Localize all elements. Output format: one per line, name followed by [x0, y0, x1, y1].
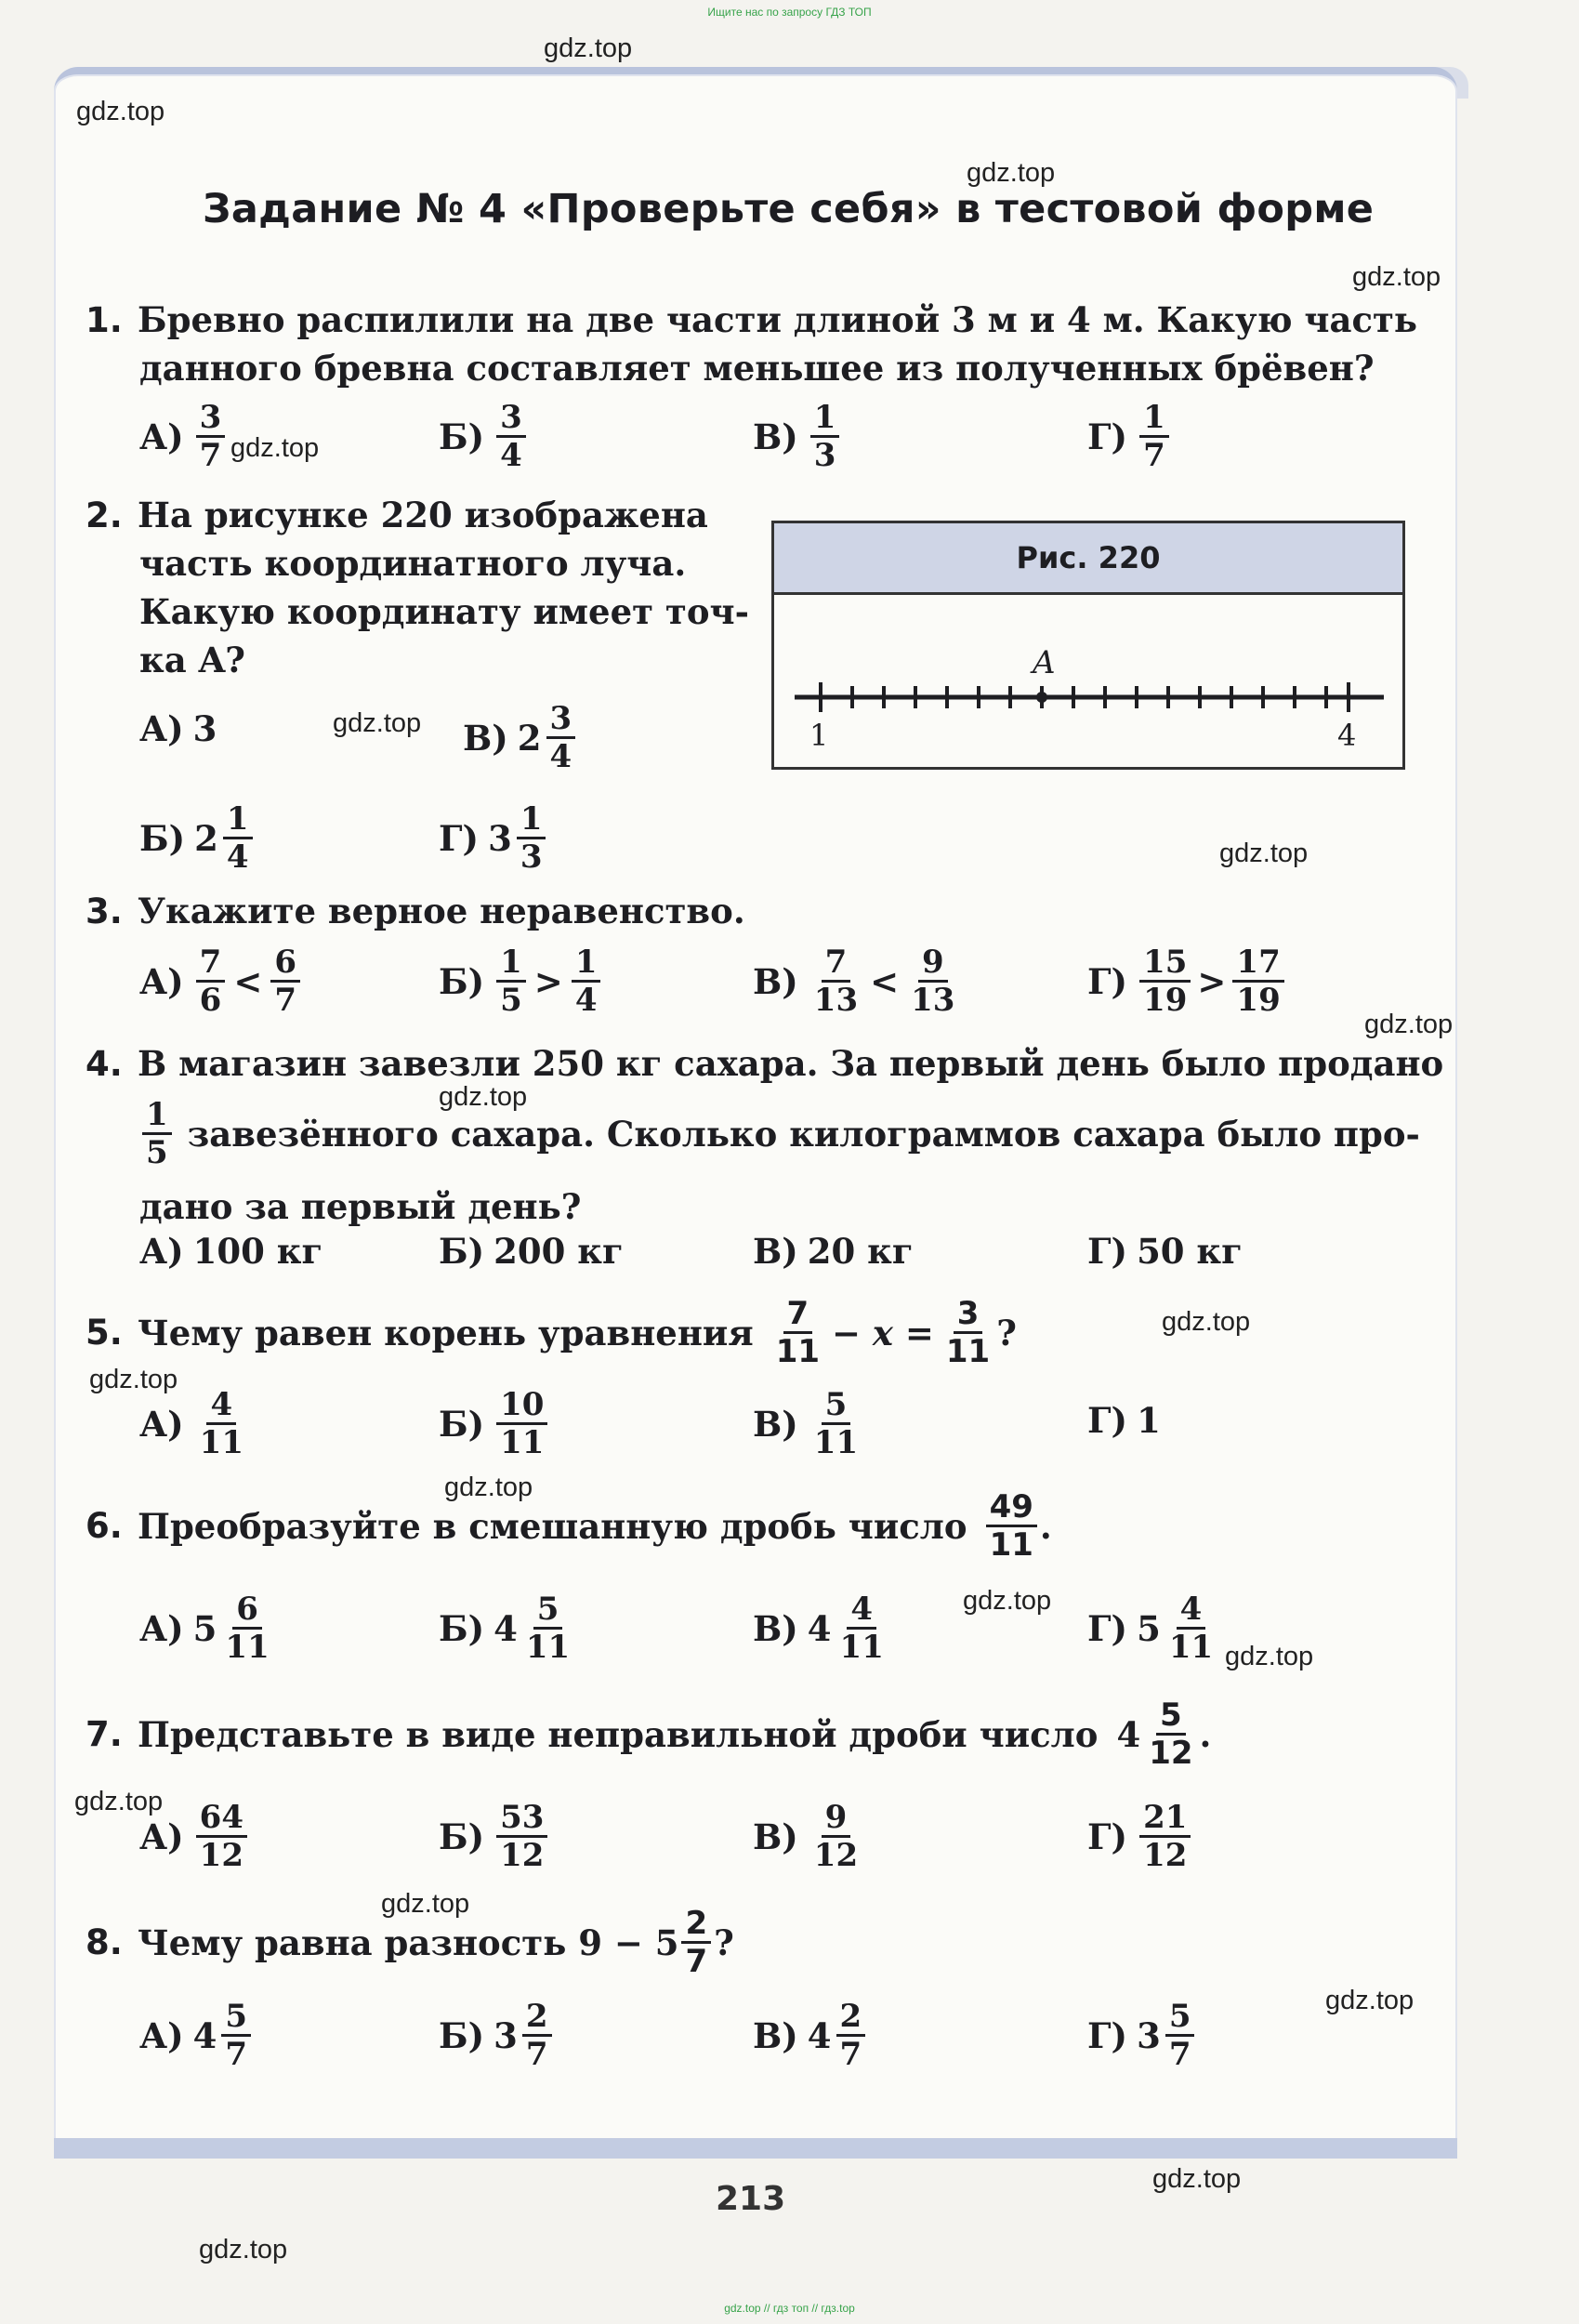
question-text: Представьте в виде неправильной дроби число [138, 1713, 1099, 1755]
fraction: $\frac{4}{11}$ [199, 1386, 243, 1461]
answer-option-b[interactable]: Б) $\frac{1}{5}$ > $\frac{1}{4}$ [439, 944, 603, 1018]
question-text: часть координатного луча. [139, 543, 687, 584]
fraction: $\frac{2}{7}$ [522, 1999, 552, 2072]
ray-start-label: 1 [809, 718, 829, 753]
fraction: $\frac{5}{11}$ [813, 1386, 859, 1461]
fraction: $\frac{1}{7}$ [1139, 400, 1169, 473]
answer-option-b[interactable]: Б) 3 $\frac{2}{7}$ [439, 1999, 555, 2072]
watermark: gdz.top [1162, 1307, 1251, 1337]
page-title: Задание № 4 «Проверьте себя» в тестовой форме [203, 186, 1375, 232]
watermark: gdz.top [333, 708, 422, 738]
question-2 [86, 491, 708, 540]
question-text-line: $\frac{1}{5}$ завезённого сахара. Сколько килограммов сахара было про- [139, 1097, 1420, 1170]
fraction: $\frac{7}{11}$ [775, 1295, 821, 1370]
fraction: $\frac{64}{12}$ [196, 1800, 247, 1873]
answer-option-a[interactable]: А) 4 $\frac{5}{7}$ [139, 1999, 254, 2072]
point-a [1036, 692, 1047, 703]
fraction: $\frac{5}{12}$ [1149, 1697, 1193, 1772]
question-number: 7. [86, 1714, 123, 1754]
question-number: 8. [86, 1922, 123, 1962]
question-1 [86, 296, 1417, 345]
answer-option-b[interactable]: Б) 200 кг [439, 1231, 624, 1272]
answer-option-c[interactable]: В) 4 $\frac{2}{7}$ [753, 1999, 868, 2072]
fraction: $\frac{10}{11}$ [496, 1387, 547, 1460]
question-4 [86, 1039, 1443, 1089]
page-number: 213 [716, 2180, 786, 2218]
answer-option-b[interactable]: Б) $\frac{53}{12}$ [439, 1800, 550, 1873]
answer-option-a[interactable]: А) $\frac{64}{12}$ [139, 1800, 250, 1873]
question-5: 5. Чему равен корень уравнения $\frac{7}{11}$ − x = $\frac{3}{11}$ ? [86, 1295, 1017, 1370]
watermark: gdz.top [444, 1472, 533, 1502]
bottom-bar [54, 2138, 1457, 2159]
fraction: $\frac{2}{7}$ [836, 1999, 866, 2072]
answer-option-d[interactable]: Г) 5 $\frac{4}{11}$ [1087, 1591, 1219, 1665]
fraction: $\frac{3}{7}$ [196, 400, 226, 473]
fraction: $\frac{1}{5}$ [496, 944, 526, 1018]
watermark: gdz.top [89, 1365, 178, 1394]
figure-coordinate-ray [771, 521, 1405, 770]
answer-option-d[interactable]: Г) 3 $\frac{1}{3}$ [439, 801, 548, 875]
answer-option-d[interactable]: Г) 50 кг [1087, 1231, 1243, 1272]
question-text: Какую координату имеет точ- [139, 591, 749, 632]
answer-option-d[interactable]: Г) 1 [1087, 1400, 1161, 1441]
watermark: gdz.top [967, 158, 1056, 188]
ray-end-label: 4 [1337, 718, 1357, 753]
watermark: gdz.top [439, 1082, 528, 1112]
figure-caption: Рис. 220 [774, 523, 1402, 595]
question-number: 3. [86, 891, 123, 931]
question-number: 1. [86, 300, 123, 340]
answer-option-b[interactable]: Б) 2 $\frac{1}{4}$ [139, 801, 256, 875]
question-text: Чему равен корень уравнения [138, 1312, 754, 1353]
fraction: $\frac{1}{3}$ [810, 400, 840, 473]
fraction: $\frac{1}{4}$ [223, 801, 253, 875]
watermark: gdz.top [1325, 1986, 1415, 2015]
watermark: gdz.top [963, 1586, 1052, 1616]
fraction: $\frac{4}{11}$ [1168, 1591, 1214, 1666]
fraction: $\frac{1}{5}$ [142, 1097, 172, 1170]
answer-option-d[interactable]: Г) $\frac{21}{12}$ [1087, 1800, 1193, 1873]
question-text: Чему равна разность 9 − 5 [138, 1921, 679, 1963]
question-number: 5. [86, 1313, 123, 1353]
answer-option-a[interactable]: А) $\frac{7}{6}$ < $\frac{6}{7}$ [139, 944, 303, 1018]
question-3 [86, 887, 745, 936]
question-text: дано за первый день? [139, 1186, 582, 1227]
watermark: gdz.top [230, 433, 320, 463]
question-7: 7. Представьте в виде неправильной дроби число 4 $\frac{5}{12}$ . [86, 1697, 1212, 1772]
header-caption: Ищите нас по запросу ГДЗ ТОП [707, 6, 872, 19]
question-text: данного бревна составляет меньшее из полученных брёвен? [139, 348, 1375, 389]
watermark: gdz.top [1219, 838, 1309, 868]
answer-option-d[interactable]: Г) $\frac{1}{7}$ [1087, 400, 1172, 473]
fraction: $\frac{7}{13}$ [813, 944, 859, 1019]
answer-option-a[interactable]: А) 3 [139, 708, 217, 749]
question-text: Бревно распилили на две части длиной 3 м и 4 м. Какую часть [138, 299, 1418, 340]
fraction: $\frac{5}{7}$ [221, 1999, 251, 2072]
point-a-label: A [1033, 644, 1056, 681]
fraction: $\frac{53}{12}$ [496, 1800, 547, 1873]
watermark: gdz.top [74, 1787, 164, 1816]
watermark: gdz.top [544, 33, 633, 63]
question-text: Преобразуйте в смешанную дробь число [138, 1505, 967, 1547]
question-text: Укажите верное неравенство. [138, 891, 745, 931]
fraction: $\frac{3}{4}$ [496, 400, 526, 473]
answer-option-a[interactable]: А) 100 кг [139, 1231, 323, 1272]
answer-option-a[interactable]: А) 5 $\frac{6}{11}$ [139, 1591, 276, 1665]
question-8: 8. Чему равна разность 9 − 5 $\frac{2}{7}$ ? [86, 1905, 734, 1980]
fraction: $\frac{7}{6}$ [196, 944, 226, 1018]
fraction: $\frac{5}{7}$ [1165, 1999, 1195, 2072]
question-6: 6. Преобразуйте в смешанную дробь число $\frac{49}{11}$ . [86, 1488, 1052, 1564]
fraction: $\frac{9}{13}$ [911, 944, 955, 1019]
question-number: 2. [86, 495, 123, 535]
footer-caption: gdz.top // гдз топ // гдз.top [724, 2302, 855, 2315]
coordinate-ray [774, 595, 1402, 767]
fraction: $\frac{49}{11}$ [986, 1489, 1037, 1563]
answer-option-b[interactable]: Б) 4 $\frac{5}{11}$ [439, 1591, 576, 1665]
fraction: $\frac{6}{11}$ [225, 1591, 270, 1666]
fraction: $\frac{9}{12}$ [813, 1799, 859, 1874]
answer-option-c[interactable]: В) 4 $\frac{4}{11}$ [753, 1591, 890, 1665]
watermark: gdz.top [1152, 2164, 1242, 2194]
question-number: 6. [86, 1506, 123, 1546]
answer-option-c[interactable]: В) $\frac{9}{12}$ [753, 1800, 864, 1873]
answer-option-a[interactable]: А) $\frac{3}{7}$ [139, 400, 228, 473]
answer-option-d[interactable]: Г) 3 $\frac{5}{7}$ [1087, 1999, 1197, 2072]
fraction: $\frac{21}{12}$ [1139, 1800, 1191, 1873]
answer-option-c[interactable]: В) $\frac{7}{13}$ < $\frac{9}{13}$ [753, 944, 961, 1018]
question-text: ка A? [139, 640, 245, 680]
watermark: gdz.top [1225, 1642, 1314, 1671]
question-text: На рисунке 220 изображена [138, 495, 708, 535]
answer-option-d[interactable]: Г) $\frac{15}{19}$ > $\frac{17}{19}$ [1087, 944, 1287, 1018]
answer-option-b[interactable]: Б) $\frac{3}{4}$ [439, 400, 529, 473]
watermark: gdz.top [1352, 262, 1441, 292]
watermark: gdz.top [76, 97, 165, 126]
fraction: $\frac{5}{11}$ [525, 1591, 571, 1666]
question-number: 4. [86, 1044, 123, 1084]
answer-option-c[interactable]: В) $\frac{1}{3}$ [753, 400, 842, 473]
answer-option-a[interactable]: А) $\frac{4}{11}$ [139, 1387, 250, 1460]
fraction: $\frac{6}{7}$ [270, 944, 300, 1018]
question-text: В магазин завезли 250 кг сахара. За первый день было продано [138, 1043, 1444, 1084]
fraction: $\frac{1}{4}$ [572, 944, 601, 1018]
answer-option-c[interactable]: В) $\frac{5}{11}$ [753, 1387, 864, 1460]
watermark: gdz.top [199, 2235, 288, 2265]
answer-option-c[interactable]: В) 20 кг [753, 1231, 914, 1272]
answer-option-c[interactable]: В) 2 $\frac{3}{4}$ [463, 701, 578, 774]
fraction: $\frac{3}{4}$ [546, 701, 576, 774]
watermark: gdz.top [1364, 1010, 1454, 1039]
answer-option-b[interactable]: Б) $\frac{10}{11}$ [439, 1387, 550, 1460]
fraction: $\frac{1}{3}$ [517, 801, 546, 875]
fraction: $\frac{15}{19}$ [1139, 944, 1191, 1018]
fraction: $\frac{17}{19}$ [1232, 944, 1283, 1018]
fraction: $\frac{4}{11}$ [839, 1591, 884, 1666]
watermark: gdz.top [381, 1889, 470, 1919]
fraction: $\frac{3}{11}$ [945, 1295, 991, 1370]
fraction: $\frac{2}{7}$ [681, 1906, 711, 1979]
